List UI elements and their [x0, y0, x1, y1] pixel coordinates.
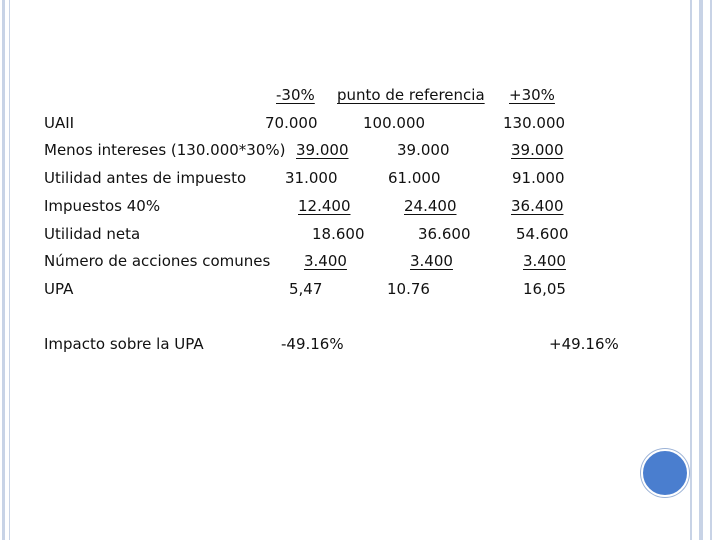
value-acciones-minus: 3.400	[304, 252, 347, 270]
decorative-circle	[641, 449, 689, 497]
row-label-impuestos: Impuestos 40%	[44, 197, 161, 215]
impact-minus: -49.16%	[281, 335, 344, 353]
row-label-numero-acciones: Número de acciones comunes	[44, 252, 271, 270]
row-label-upa: UPA	[44, 280, 74, 298]
value-intereses-plus: 39.000	[511, 141, 564, 159]
value-utilidad-neta-plus: 54.600	[516, 225, 569, 243]
value-impuestos-base: 24.400	[404, 197, 457, 215]
row-label-utilidad-neta: Utilidad neta	[44, 225, 141, 243]
impact-plus: +49.16%	[549, 335, 619, 353]
value-utilidad-antes-base: 61.000	[388, 169, 441, 187]
value-acciones-plus: 3.400	[523, 252, 566, 270]
value-uaii-minus: 70.000	[265, 114, 318, 132]
value-impuestos-plus: 36.400	[511, 197, 564, 215]
frame-line-right-1	[690, 0, 692, 540]
value-upa-minus: 5,47	[289, 280, 323, 298]
frame-line-left-2	[9, 0, 10, 540]
header-minus-30: -30%	[276, 86, 315, 104]
value-utilidad-neta-minus: 18.600	[312, 225, 365, 243]
frame-line-right-3	[710, 0, 712, 540]
impact-label: Impacto sobre la UPA	[44, 335, 204, 353]
value-uaii-base: 100.000	[363, 114, 426, 132]
value-impuestos-minus: 12.400	[298, 197, 351, 215]
value-utilidad-neta-base: 36.600	[418, 225, 471, 243]
frame-line-left-1	[2, 0, 5, 540]
value-upa-base: 10.76	[387, 280, 430, 298]
frame-line-right-2	[699, 0, 703, 540]
value-uaii-plus: 130.000	[503, 114, 566, 132]
value-intereses-base: 39.000	[397, 141, 450, 159]
header-punto-de-referencia: punto de referencia	[337, 86, 485, 104]
value-utilidad-antes-minus: 31.000	[285, 169, 338, 187]
row-label-uaii: UAII	[44, 114, 75, 132]
row-label-utilidad-antes-impuesto: Utilidad antes de impuesto	[44, 169, 247, 187]
value-acciones-base: 3.400	[410, 252, 453, 270]
value-utilidad-antes-plus: 91.000	[512, 169, 565, 187]
value-upa-plus: 16,05	[523, 280, 566, 298]
value-intereses-minus: 39.000	[296, 141, 349, 159]
row-label-menos-intereses: Menos intereses (130.000*30%)	[44, 141, 286, 159]
header-plus-30: +30%	[509, 86, 555, 104]
